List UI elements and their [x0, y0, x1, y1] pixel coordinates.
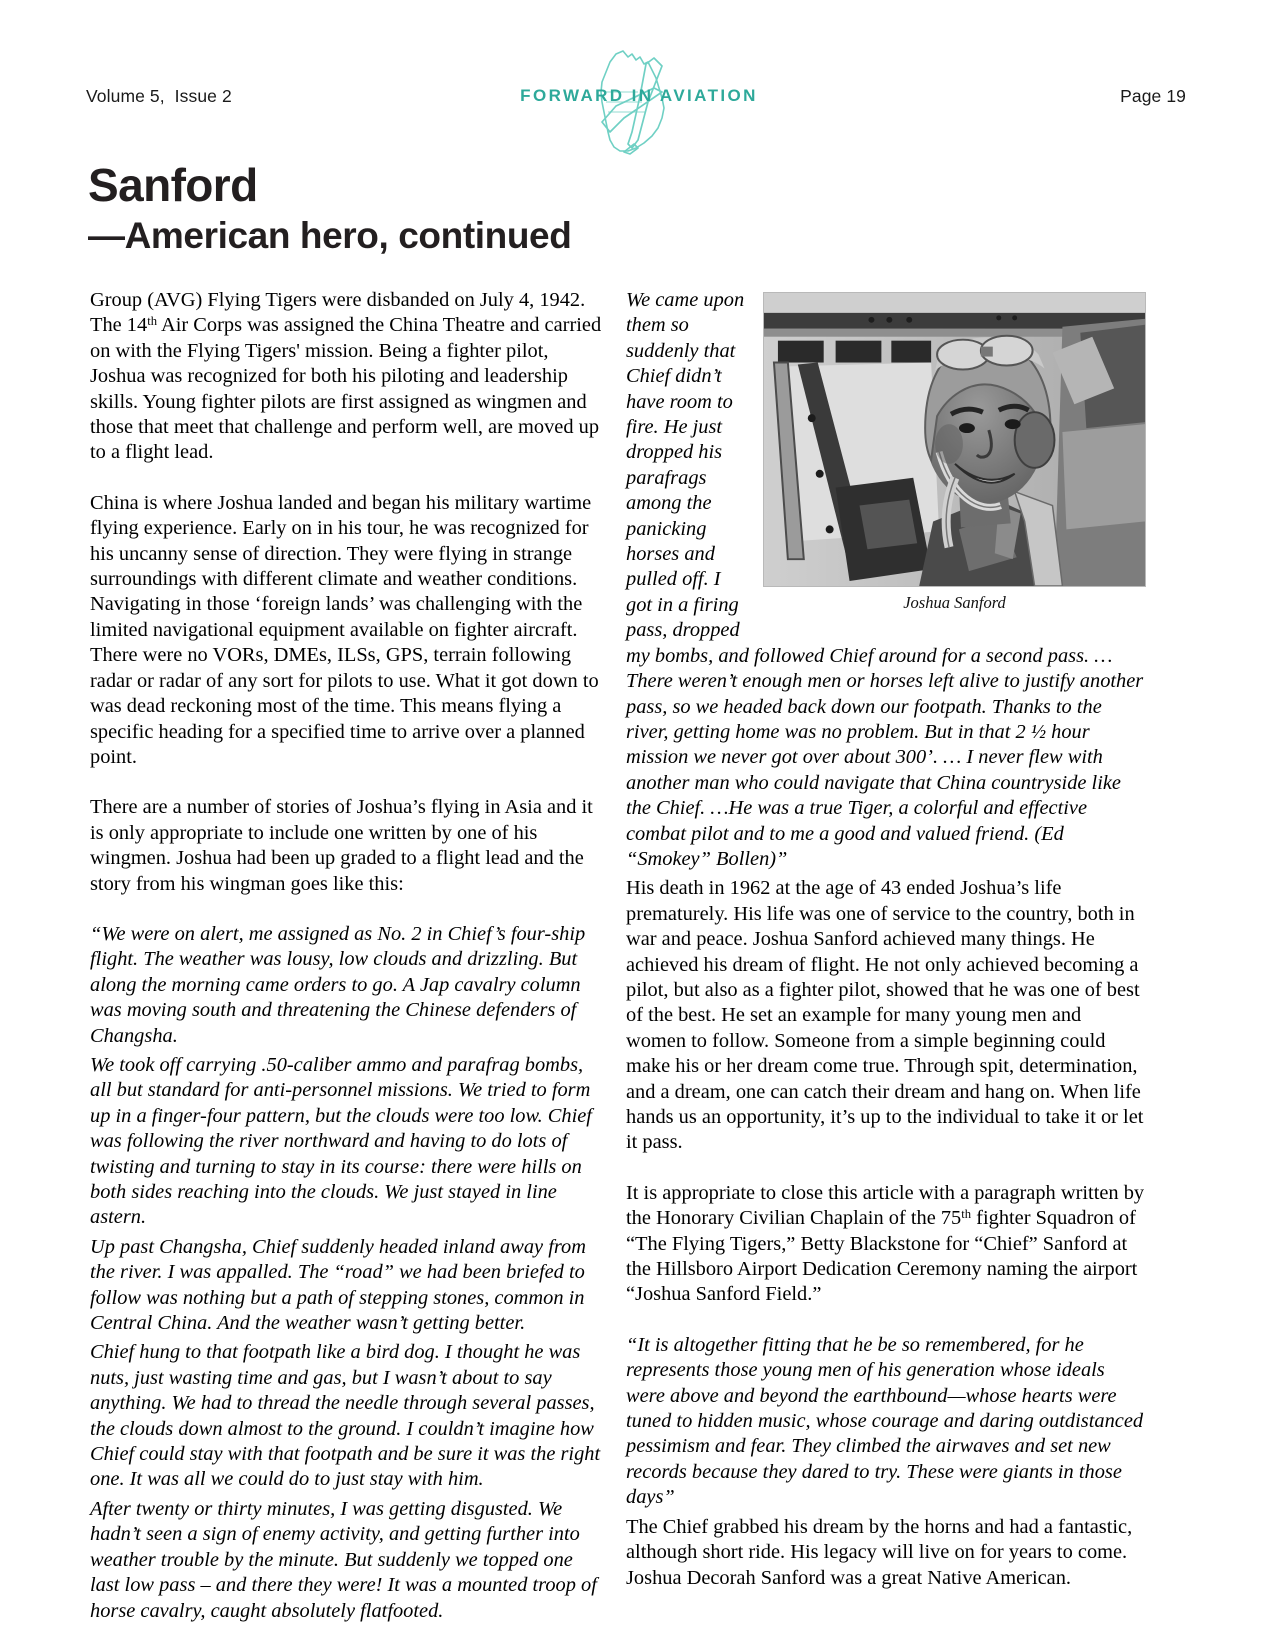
article-paragraph: Up past Changsha, Chief suddenly headed inland away from the river. I was appalled. The “road” we had been briefed to follow was nothing but a path of stepping stones, common in Central China. And the weather wasn’t getting better. — [90, 1235, 586, 1335]
article-paragraph: The Chief grabbed his dream by the horns and had a fantastic, although short ride. His legacy will live on for years to come. Joshua Decorah Sanford was a great Native American. — [626, 1515, 1133, 1589]
article-paragraph: “It is altogether fitting that he be so remembered, for he represents those young men of his generation whose ideals were above and beyond the earthbound—whose hearts were tuned to hidden music, whose courage and daring outdistanced pessimism and fear. They climbed the airwaves and set new records because they dared to try. These were giants in those days” — [626, 1333, 1144, 1509]
article-column-left — [90, 288, 606, 1628]
article-headline — [88, 158, 988, 259]
publication-logo-text: FORWARD IN AVIATION — [520, 86, 758, 105]
headline-secondary: —American hero, continued — [88, 215, 572, 256]
article-column-right — [626, 288, 1146, 1616]
article-paragraph: Chief hung to that footpath like a bird dog. I thought he was nuts, just wasting time and gas, but I wasn’t about to say anything. We had to thread the needle through several passes, the clouds down almost to the ground. I couldn’t imagine how Chief could stay with that footpath and be sure it was the right one. It was all we could do to just stay with him. — [90, 1341, 601, 1491]
page-header — [86, 72, 1186, 132]
article-paragraph: His death in 1962 at the age of 43 ended Joshua’s life prematurely. His life was one of service to the country, both in war and peace. Joshua Sanford achieved many things. He achieved his dream of flight. He not only achieved becoming a pilot, but also as a fighter pilot, showed that he was one of best of the best. He set an example for many young men and women to follow. Someone from a simple beginning could make his or her dream come true. Through spit, determination, and a dream, one can catch their dream and hang on. When life hands us an opportunity, it’s up to the individual to take it or let it pass. — [626, 877, 1144, 1154]
article-photo — [763, 292, 1146, 587]
article-photo-figure — [763, 292, 1146, 613]
superscript-ordinal: th — [147, 314, 158, 329]
superscript-ordinal: th — [961, 1207, 972, 1222]
volume-issue-label: Volume 5, Issue 2 — [86, 86, 232, 106]
article-paragraph: After twenty or thirty minutes, I was getting disgusted. We hadn’t seen a sign of enemy activity, and getting further into weather trouble by the minute. But suddenly we topped one last low pass – and there they were! It was a mounted troop of horse cavalry, caught absolutely flatfooted. — [90, 1497, 597, 1622]
article-photo-caption: Joshua Sanford — [903, 593, 1006, 612]
publication-logo — [504, 48, 774, 158]
left-column-body — [90, 288, 606, 1624]
article-paragraph: Group (AVG) Flying Tigers were disbanded on July 4, 1942. The 14th Air Corps was assigned the China Theatre and carried on with the Flying Tigers' mission. Being a fighter pilot, Joshua was recognized for both his piloting and leadership skills. Young fighter pilots are first assigned as wingmen and those that meet that challenge and perform well, are moved up to a flight lead. — [90, 289, 602, 464]
article-paragraph: We took off carrying .50-caliber ammo and parafrag bombs, all but standard for anti-personnel missions. We tried to form up in a finger-four pattern, but the clouds were too low. Chief was following the river northward and having to do lots of twisting and turning to stay in its course: there were hills on both sides reaching into the clouds. We just stayed in line astern. — [90, 1053, 592, 1229]
page-number-label: Page 19 — [1120, 86, 1186, 106]
article-paragraph: It is appropriate to close this article with a paragraph written by the Honorary Civilian Chaplain of the 75th fighter Squadron of “The Flying Tigers,” Betty Blackstone for “Chief” Sanford at the Hillsboro Airport Dedication Ceremony naming the airport “Joshua Sanford Field.” — [626, 1181, 1145, 1306]
article-paragraph: China is where Joshua landed and began his military wartime flying experience. Early on in his tour, he was recognized for his uncanny sense of direction. They were flying in strange surroundings with different climate and weather conditions. Navigating in those ‘foreign lands’ was challenging with the limited navigational equipment available on fighter aircraft. There were no VORs, DMEs, ILSs, GPS, terrain following radar or radar of any sort for pilots to use. What it got down to was dead reckoning most of the time. This means flying a specific heading for a specified time to arrive over a planned point. — [90, 491, 599, 768]
article-paragraph: There are a number of stories of Joshua’s flying in Asia and it is only appropriate to include one written by one of his wingmen. Joshua had been up graded to a flight lead and the story from his wingman goes like this: — [90, 796, 593, 895]
article-paragraph: “We were on alert, me assigned as No. 2 in Chief’s four-ship flight. The weather was lousy, low clouds and drizzling. But along the morning came orders to go. A Jap cavalry column was moving south and threatening the Chinese defenders of Changsha. — [90, 922, 586, 1047]
headline-primary: Sanford — [88, 159, 258, 211]
article-paragraph: We came upon them so suddenly that Chief didn’t have room to fire. He just dropped his parafrags among the panicking horses and pulled off. I got in a firing pass, dropped my bombs, and followed Chief around for a second pass. … There weren’t enough men or horses left alive to justify another pass, so we headed back down our footpath. Thanks to the river, getting home was no problem. But in that 2 ½ hour mission we never got over about 300’. … I never flew with another man who could navigate that China countryside like the Chief. …He was a true Tiger, a colorful and effective combat pilot and to me a good and valued friend. (Ed “Smokey” Bollen)” — [626, 289, 1144, 870]
